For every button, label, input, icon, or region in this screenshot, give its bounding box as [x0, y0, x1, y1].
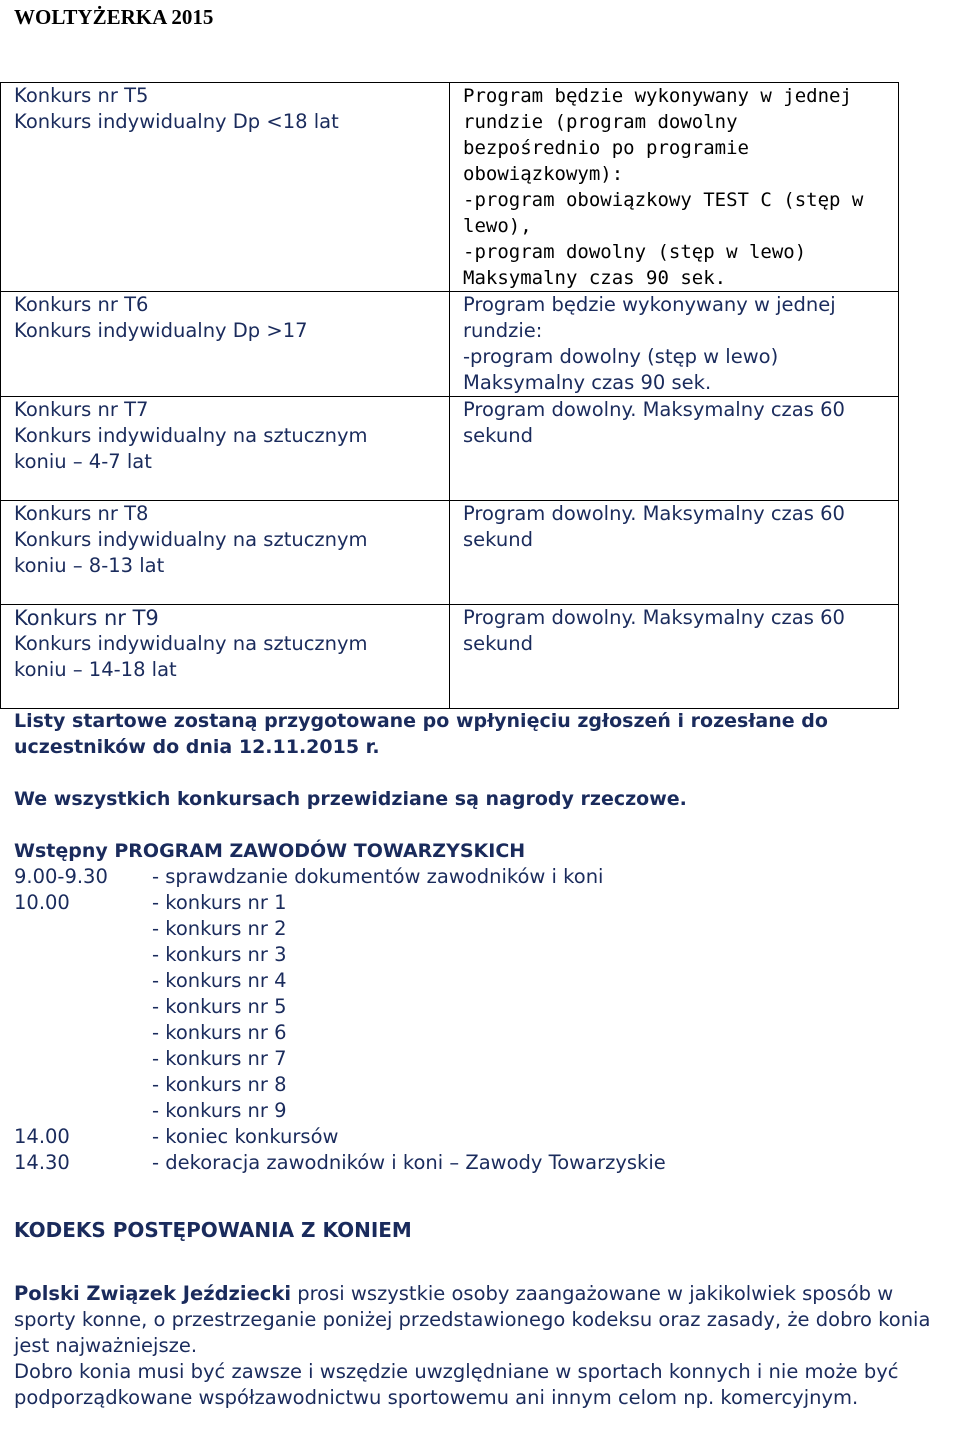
- schedule-desc: - konkurs nr 3: [152, 943, 287, 966]
- competition-name-cell: [1, 397, 450, 501]
- schedule-time: [14, 1020, 152, 1046]
- competition-description-line: -program obowiązkowy TEST C (stęp w: [463, 189, 864, 211]
- schedule-time: 9.00-9.30: [14, 865, 108, 888]
- competition-description-line: rundzie:: [463, 319, 543, 342]
- schedule-time: [14, 916, 152, 942]
- schedule-desc: - konkurs nr 2: [152, 917, 287, 940]
- schedule-time: [14, 968, 152, 994]
- schedule-time: [14, 942, 152, 968]
- schedule-time: [14, 1046, 152, 1072]
- schedule-desc: - konkurs nr 1: [152, 891, 287, 914]
- competition-name-line: Konkurs indywidualny na sztucznym: [14, 424, 368, 447]
- schedule-row: [14, 1046, 666, 1072]
- table-row: [1, 83, 899, 292]
- schedule-time: 10.00: [14, 891, 70, 914]
- competitions-table: [0, 82, 899, 709]
- start-lists-note: Listy startowe zostaną przygotowane po wpłynięciu zgłoszeń i rozesłane do uczestników do dnia 12.11.2015 r.: [14, 710, 828, 758]
- schedule-row: [14, 1098, 666, 1124]
- competition-description-line: Program będzie wykonywany w jednej: [463, 293, 836, 316]
- competition-name-line: Konkurs nr T8: [14, 502, 149, 525]
- competition-description-cell: [450, 501, 899, 605]
- competition-description-cell: [450, 605, 899, 709]
- schedule-row: [14, 916, 666, 942]
- competition-name-line: Konkurs indywidualny na sztucznym: [14, 528, 368, 551]
- schedule-desc: - konkurs nr 4: [152, 969, 287, 992]
- competition-description-line: Maksymalny czas 90 sek.: [463, 267, 727, 289]
- table-row: [1, 501, 899, 605]
- competition-description-line: Program dowolny. Maksymalny czas 60: [463, 606, 845, 629]
- competition-name-line: koniu – 4-7 lat: [14, 450, 152, 473]
- codex-title: KODEKS POSTĘPOWANIA Z KONIEM: [14, 1218, 412, 1242]
- codex-body: [14, 1281, 958, 1411]
- competition-name-line: koniu – 14-18 lat: [14, 658, 177, 681]
- competition-description-line: Maksymalny czas 90 sek.: [463, 371, 712, 394]
- competition-description-line: sekund: [463, 632, 533, 655]
- schedule-row: [14, 890, 666, 916]
- competition-name-line: Konkurs indywidualny Dp >17: [14, 319, 308, 342]
- organization-name: Polski Związek Jeździecki: [14, 1282, 292, 1305]
- competition-name-line: Konkurs nr T9: [14, 606, 159, 630]
- table-row: [1, 605, 899, 709]
- competition-description-line: sekund: [463, 528, 533, 551]
- schedule-time: [14, 1072, 152, 1098]
- competition-description-line: sekund: [463, 424, 533, 447]
- competition-description-line: obowiązkowym):: [463, 163, 624, 185]
- competition-description-line: Program będzie wykonywany w jednej: [463, 85, 852, 107]
- schedule-desc: - dekoracja zawodników i koni – Zawody Towarzyskie: [152, 1151, 666, 1174]
- competition-description-line: bezpośrednio po programie: [463, 137, 749, 159]
- schedule-row: [14, 864, 666, 890]
- competition-name-line: Konkurs nr T5: [14, 84, 149, 107]
- table-row: [1, 397, 899, 501]
- schedule-row: [14, 994, 666, 1020]
- schedule-title: Wstępny PROGRAM ZAWODÓW TOWARZYSKICH: [14, 840, 526, 862]
- codex-paragraph-text: prosi wszystkie osoby zaangażowane w jakikolwiek sposób w sporty konne, o przestrzeganie poniżej przedstawionego kodeksu oraz zasady, że dobro konia jest najważniejsze.: [14, 1282, 931, 1357]
- competition-name-cell: [1, 83, 450, 292]
- schedule-list: [14, 864, 666, 1176]
- schedule-row: [14, 1124, 666, 1150]
- competition-name-cell: [1, 605, 450, 709]
- schedule-row: [14, 1020, 666, 1046]
- schedule-time: 14.30: [14, 1151, 70, 1174]
- competition-description-cell: [450, 83, 899, 292]
- competition-name-line: Konkurs nr T7: [14, 398, 149, 421]
- schedule-time: [14, 1098, 152, 1124]
- competition-description-cell: [450, 292, 899, 397]
- competition-name-cell: [1, 292, 450, 397]
- competition-description-line: Program dowolny. Maksymalny czas 60: [463, 398, 845, 421]
- schedule-time: [14, 994, 152, 1020]
- competition-description-line: lewo),: [463, 215, 532, 237]
- competition-description-line: -program dowolny (stęp w lewo): [463, 345, 779, 368]
- competition-description-line: Program dowolny. Maksymalny czas 60: [463, 502, 845, 525]
- competition-description-line: rundzie (program dowolny: [463, 111, 738, 133]
- schedule-time: 14.00: [14, 1125, 70, 1148]
- page-title: WOLTYŻERKA 2015: [14, 5, 214, 29]
- competition-name-line: Konkurs nr T6: [14, 293, 149, 316]
- table-row: [1, 292, 899, 397]
- schedule-row: [14, 968, 666, 994]
- competition-name-cell: [1, 501, 450, 605]
- competition-name-line: koniu – 8-13 lat: [14, 554, 165, 577]
- competition-description-line: -program dowolny (stęp w lewo): [463, 241, 807, 263]
- schedule-desc: - koniec konkursów: [152, 1125, 339, 1148]
- competition-description-cell: [450, 397, 899, 501]
- schedule-row: [14, 942, 666, 968]
- schedule-desc: - konkurs nr 7: [152, 1047, 287, 1070]
- prizes-note: We wszystkich konkursach przewidziane są nagrody rzeczowe.: [14, 788, 687, 810]
- schedule-row: [14, 1150, 666, 1176]
- schedule-desc: - sprawdzanie dokumentów zawodników i koni: [152, 865, 604, 888]
- schedule-row: [14, 1072, 666, 1098]
- schedule-desc: - konkurs nr 9: [152, 1099, 287, 1122]
- codex-paragraph: [14, 1281, 958, 1359]
- competition-name-line: Konkurs indywidualny na sztucznym: [14, 632, 368, 655]
- notes-section: [14, 708, 949, 812]
- schedule-desc: - konkurs nr 5: [152, 995, 287, 1018]
- codex-paragraph: Dobro konia musi być zawsze i wszędzie uwzględniane w sportach konnych i nie może być podporządkowane współzawodnictwu sportowemu ani innym celom np. komercyjnym.: [14, 1360, 899, 1409]
- schedule-desc: - konkurs nr 6: [152, 1021, 287, 1044]
- schedule-desc: - konkurs nr 8: [152, 1073, 287, 1096]
- competition-name-line: Konkurs indywidualny Dp <18 lat: [14, 110, 339, 133]
